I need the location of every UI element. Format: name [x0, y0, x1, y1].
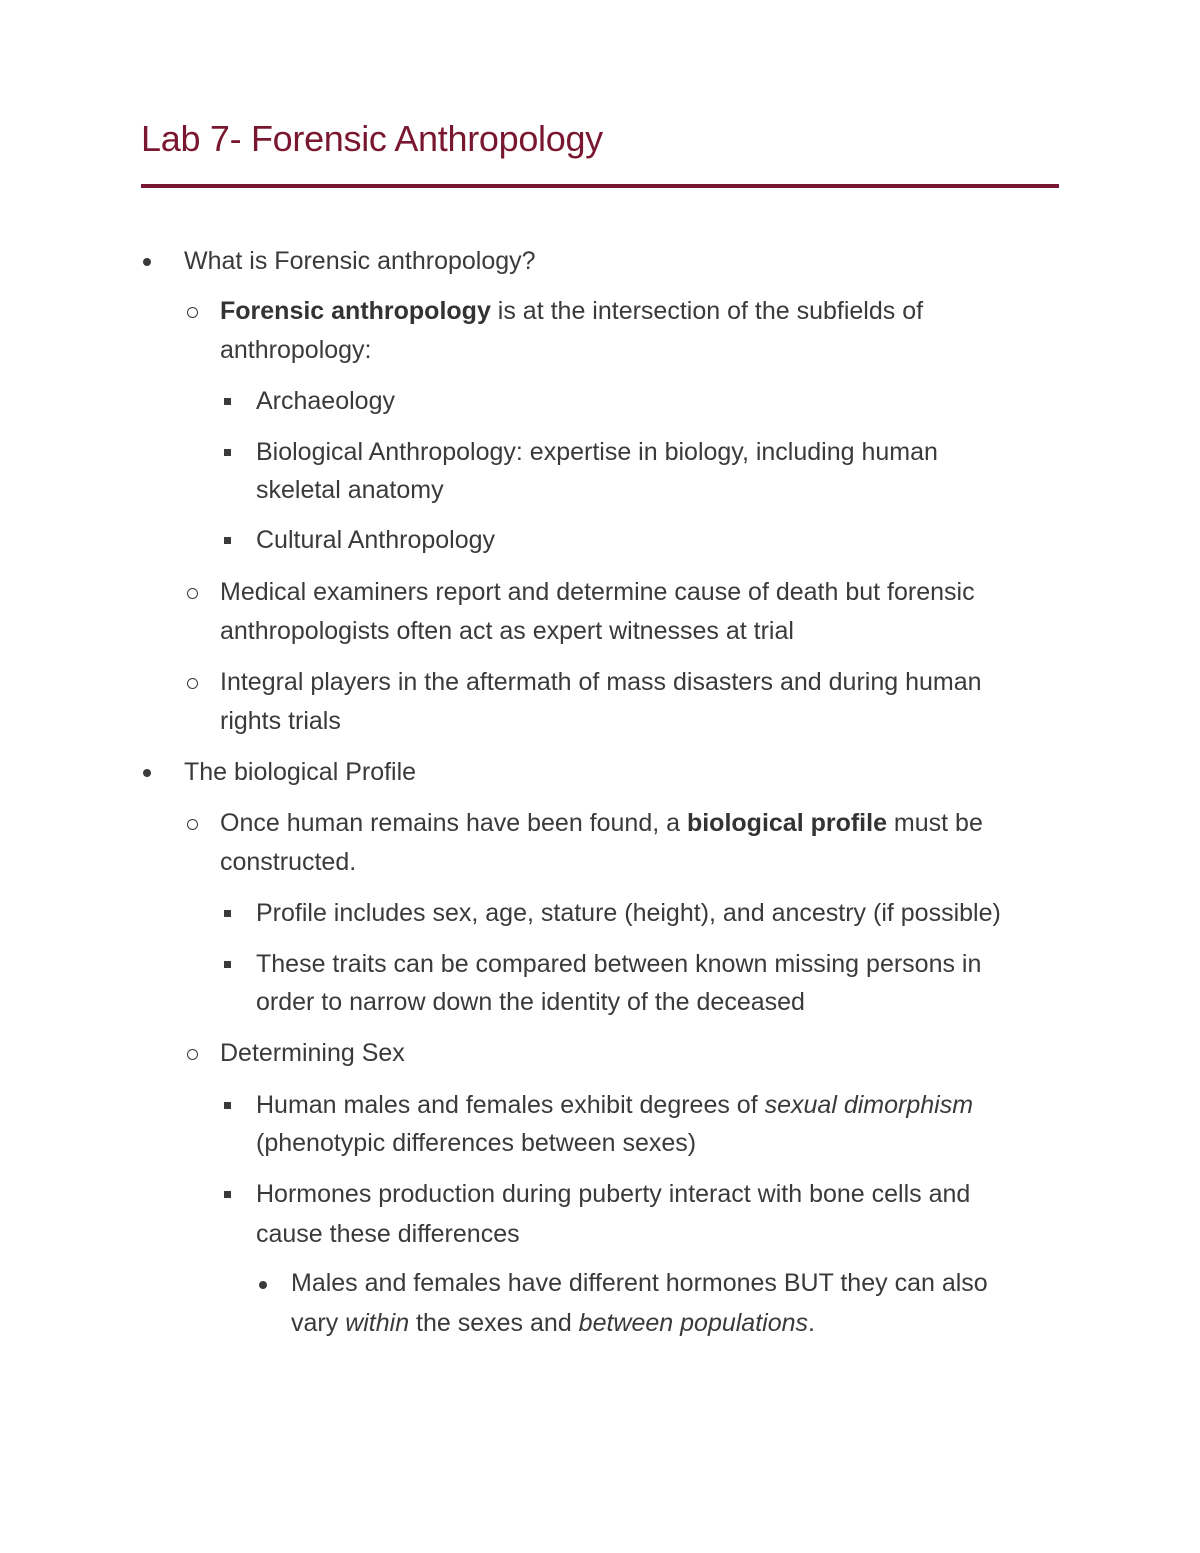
- square-bullet: [224, 449, 231, 456]
- page-title: Lab 7- Forensic Anthropology: [141, 118, 603, 159]
- italic-term: within: [345, 1309, 410, 1337]
- list-item-continuation: (phenotypic differences between sexes): [256, 1129, 697, 1157]
- square-bullet: [224, 398, 231, 405]
- list-item: [256, 1086, 973, 1125]
- bold-term: Forensic anthropology: [220, 297, 491, 325]
- list-item: Cultural Anthropology: [256, 526, 496, 554]
- list-item: Males and females have different hormones BUT they can also: [291, 1269, 988, 1297]
- list-item-continuation: order to narrow down the identity of the deceased: [256, 988, 805, 1016]
- list-item: The biological Profile: [184, 758, 417, 786]
- circle-bullet: [187, 678, 198, 689]
- bullet-dot: [143, 258, 151, 266]
- list-item: [220, 292, 923, 331]
- list-item: Profile includes sex, age, stature (height), and ancestry (if possible): [256, 899, 1001, 927]
- circle-bullet: [187, 307, 198, 318]
- square-bullet: [224, 1191, 231, 1198]
- square-bullet: [224, 537, 231, 544]
- list-item: Biological Anthropology: expertise in biology, including human: [256, 438, 938, 466]
- circle-bullet: [187, 819, 198, 830]
- square-bullet: [224, 1102, 231, 1109]
- list-item: [220, 804, 983, 843]
- list-item-continuation: constructed.: [220, 848, 357, 876]
- square-bullet: [224, 910, 231, 917]
- text-run: vary: [291, 1309, 346, 1337]
- list-item: Medical examiners report and determine cause of death but forensic: [220, 578, 975, 606]
- bullet-dot: [259, 1281, 267, 1289]
- list-item: Archaeology: [256, 387, 395, 415]
- text-run: the sexes and: [409, 1309, 579, 1337]
- list-item: Hormones production during puberty interact with bone cells and: [256, 1180, 971, 1208]
- text-run: is at the intersection of the subfields of: [490, 297, 924, 325]
- list-item-continuation: anthropologists often act as expert witnesses at trial: [220, 617, 794, 645]
- list-item: Integral players in the aftermath of mass disasters and during human: [220, 668, 982, 696]
- circle-bullet: [187, 588, 198, 599]
- list-item-continuation: anthropology:: [220, 336, 372, 364]
- list-item: These traits can be compared between known missing persons in: [256, 950, 982, 978]
- bold-term: biological profile: [686, 809, 887, 837]
- list-item-continuation: cause these differences: [256, 1220, 520, 1248]
- list-item: What is Forensic anthropology?: [184, 247, 536, 275]
- text-run: .: [808, 1309, 815, 1337]
- square-bullet: [224, 961, 231, 968]
- italic-term: between populations: [578, 1309, 809, 1337]
- list-item-continuation: skeletal anatomy: [256, 476, 444, 504]
- list-item-continuation: [291, 1304, 815, 1343]
- list-item-continuation: rights trials: [220, 707, 341, 735]
- bullet-dot: [143, 769, 151, 777]
- circle-bullet: [187, 1049, 198, 1060]
- text-run: Human males and females exhibit degrees of: [256, 1091, 765, 1119]
- italic-term: sexual dimorphism: [764, 1091, 974, 1119]
- title-divider: [141, 184, 1059, 188]
- list-item: Determining Sex: [220, 1039, 405, 1067]
- text-run: Once human remains have been found, a: [220, 809, 687, 837]
- text-run: must be: [886, 809, 983, 837]
